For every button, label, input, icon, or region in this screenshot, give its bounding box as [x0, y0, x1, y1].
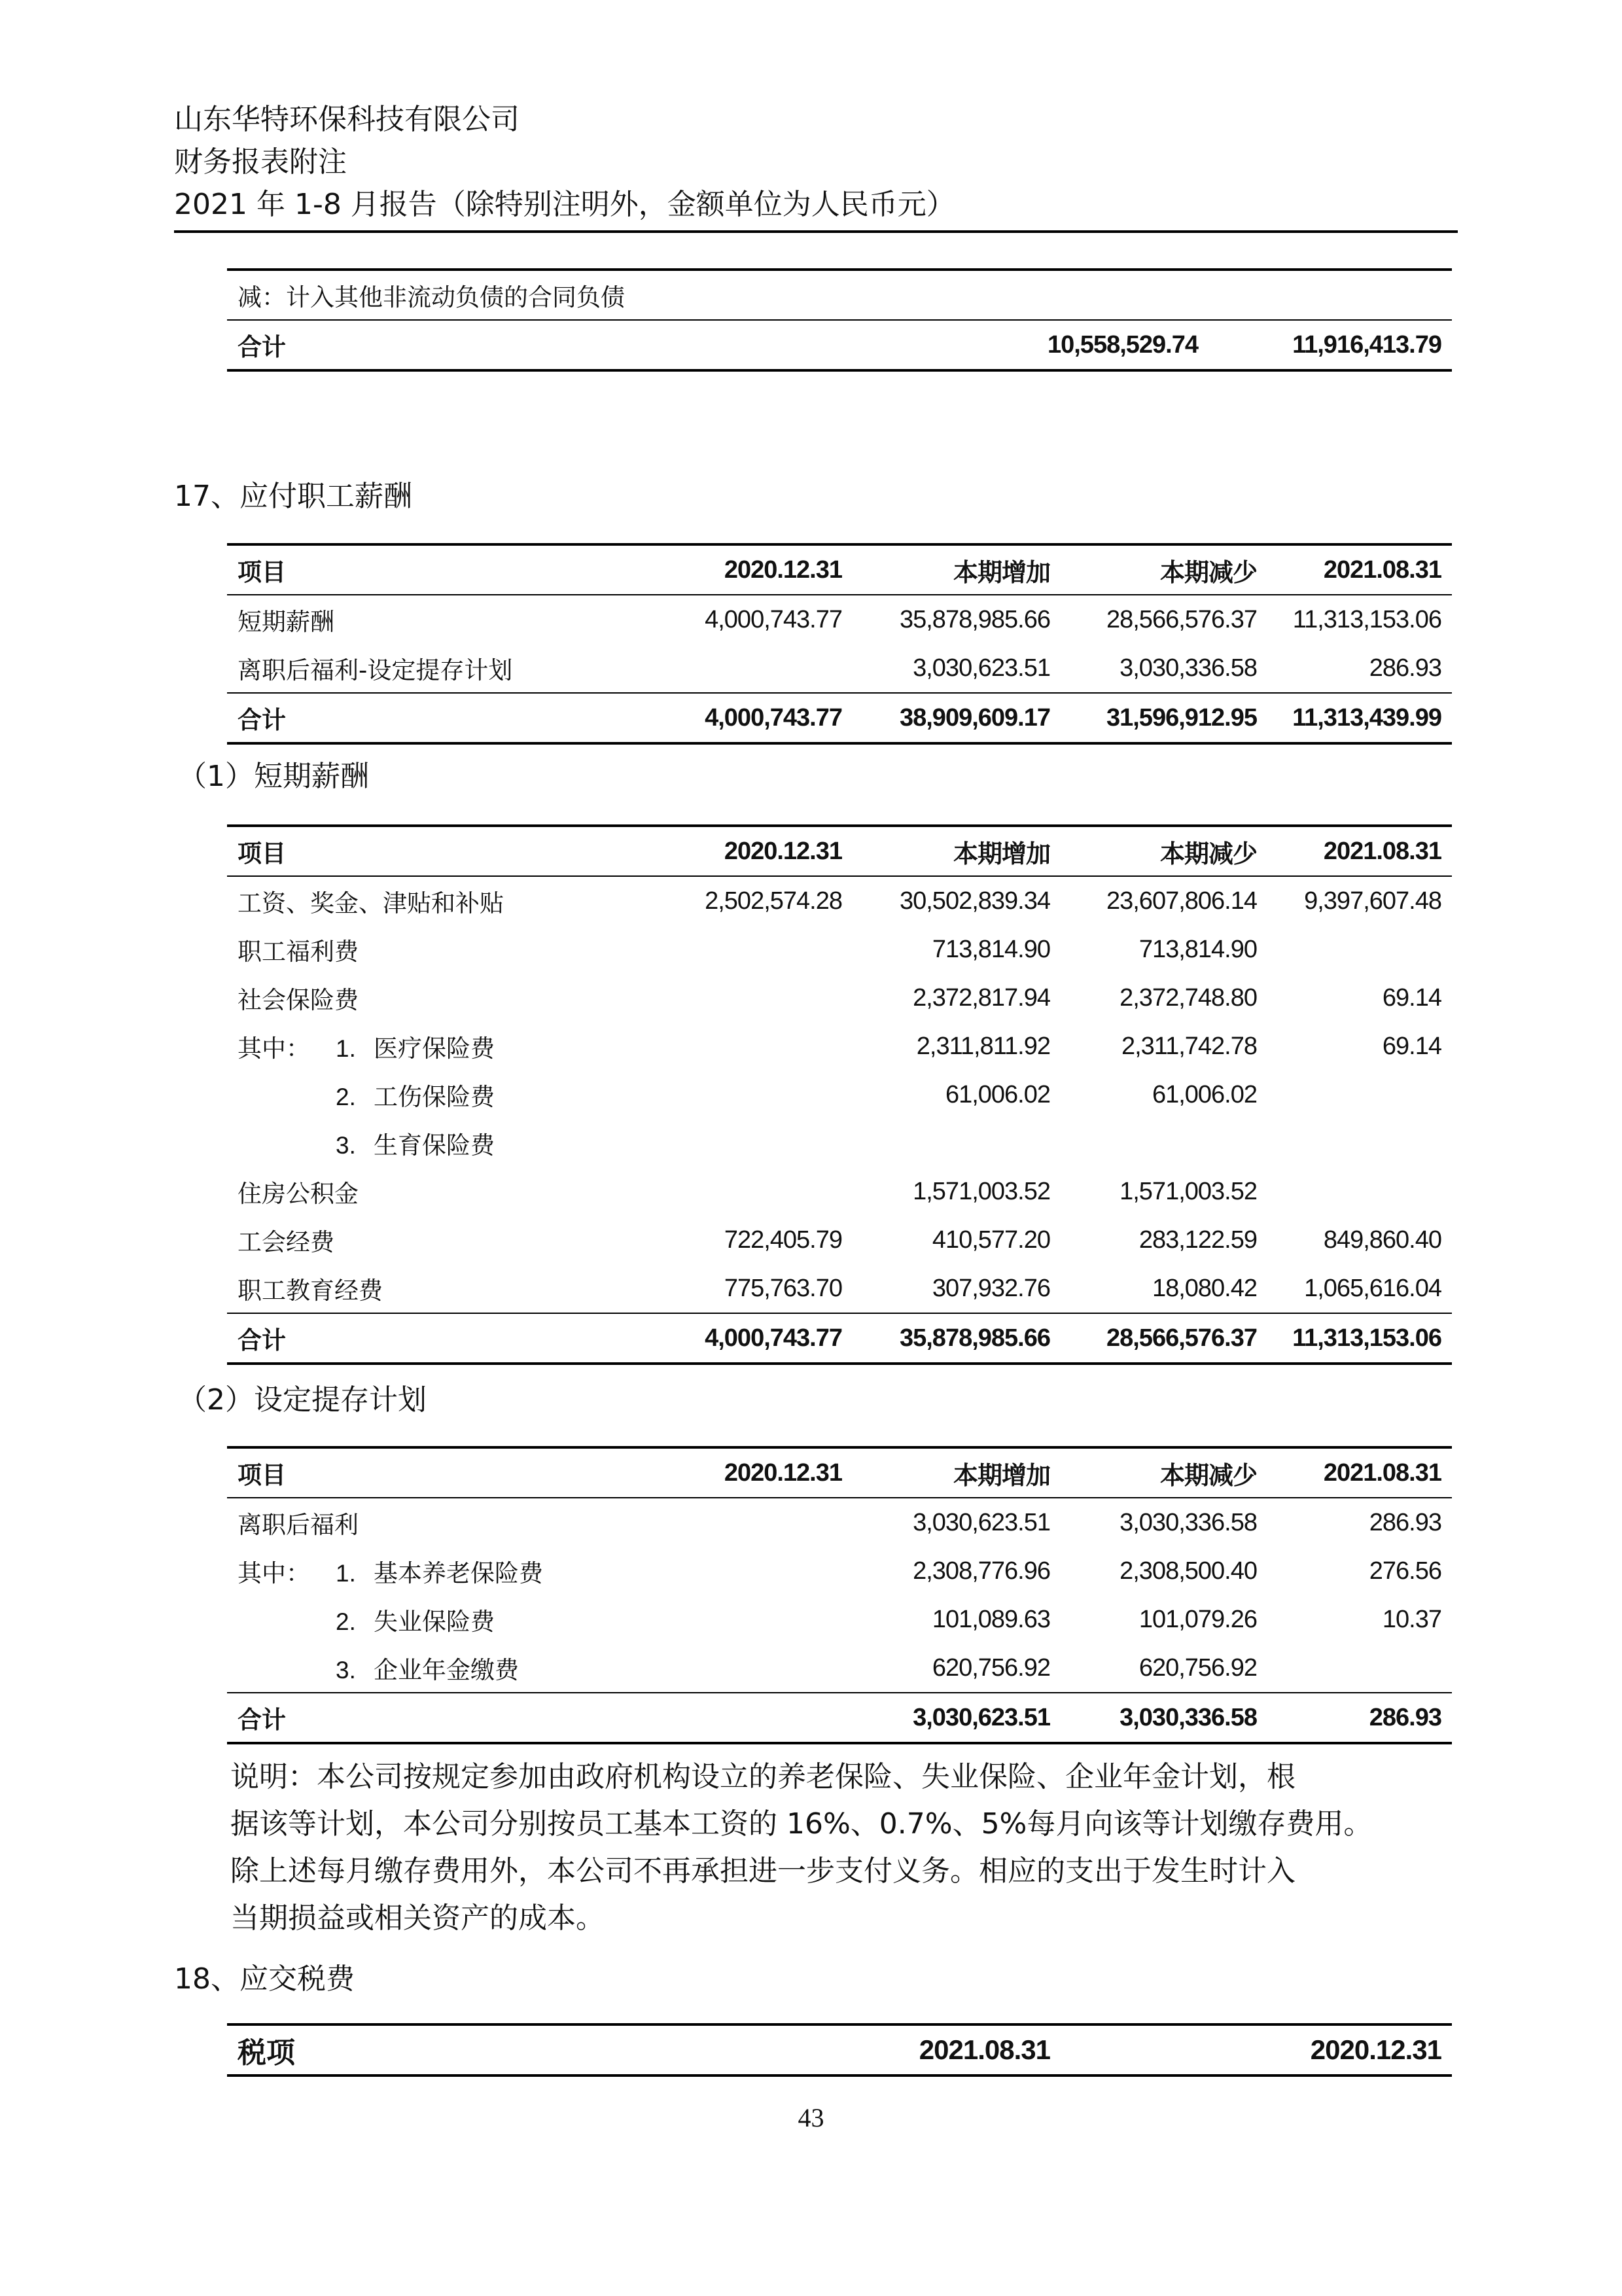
table-row — [227, 1216, 1452, 1264]
table-row — [227, 595, 1452, 644]
explanatory-note — [230, 1754, 1460, 1942]
cell-value: 101,089.63 — [932, 1605, 1050, 1633]
cell-value: 713,814.90 — [1138, 935, 1257, 963]
table-row — [227, 1167, 1452, 1216]
col-header: 本期增加 — [853, 826, 1061, 876]
cell-value: 620,756.92 — [1138, 1653, 1257, 1682]
table-row — [227, 1547, 1452, 1595]
row-label: 生育保险费 — [374, 1131, 495, 1159]
col-header: 2020.12.31 — [1061, 2024, 1452, 2075]
total-value: 3,030,623.51 — [853, 1693, 1061, 1743]
short-term-pay-rows — [227, 876, 1452, 1313]
table-row — [227, 1264, 1452, 1313]
table-row — [227, 876, 1452, 925]
table-row — [227, 1595, 1452, 1644]
cell-value — [652, 644, 853, 693]
page-number: 43 — [798, 2103, 824, 2132]
row-prefix: 其中： — [238, 1559, 310, 1587]
table-row — [227, 1644, 1452, 1693]
table-row — [227, 644, 1452, 693]
taxes-payable-table — [227, 2023, 1452, 2077]
row-label: 工会经费 — [238, 1228, 334, 1256]
row-label: 基本养老保险费 — [374, 1559, 543, 1587]
row-label: 离职后福利-设定提存计划 — [238, 656, 513, 684]
cell-value: 1,571,003.52 — [913, 1177, 1050, 1205]
col-header: 2021.08.31 — [1267, 1447, 1452, 1498]
cell-value — [652, 1022, 853, 1070]
row-label: 社会保险费 — [238, 986, 359, 1014]
cell-value: 2,372,748.80 — [1120, 983, 1257, 1012]
row-label: 医疗保险费 — [374, 1034, 495, 1063]
row-label-cell — [227, 974, 652, 1022]
col-header: 2020.12.31 — [652, 1447, 853, 1498]
col-header: 税项 — [227, 2024, 853, 2075]
table-header-row — [227, 1447, 1452, 1498]
cell-value: 3,030,336.58 — [1120, 1508, 1257, 1536]
total-row — [227, 693, 1452, 743]
cell-value: 69.14 — [1382, 983, 1441, 1012]
cell-value: 11,313,153.06 — [1292, 605, 1441, 633]
cell-value: 30,502,839.34 — [899, 887, 1050, 915]
cell-value: 2,311,811.92 — [916, 1032, 1050, 1060]
cell-value: 713,814.90 — [932, 935, 1050, 963]
section-18-title: 18、应交税费 — [174, 1962, 355, 1996]
table-row — [227, 270, 1452, 320]
col-header: 本期增加 — [853, 1447, 1061, 1498]
total-label: 合计 — [227, 1693, 652, 1743]
cell-value: 3,030,623.51 — [913, 1508, 1050, 1536]
cell-value — [1267, 925, 1452, 974]
col-header: 2021.08.31 — [1267, 826, 1452, 876]
total-value — [652, 1693, 853, 1743]
row-label-cell — [227, 925, 652, 974]
table-row — [227, 1498, 1452, 1547]
cell-value: 1,065,616.04 — [1304, 1274, 1441, 1302]
table-row — [227, 1022, 1452, 1070]
total-value: 11,313,153.06 — [1267, 1313, 1452, 1364]
row-prefix: 其中： — [238, 1034, 310, 1063]
cell-value — [1267, 1119, 1452, 1167]
table-row — [227, 925, 1452, 974]
subsection-1-title: （1）短期薪酬 — [178, 760, 369, 793]
row-label: 职工教育经费 — [238, 1277, 383, 1305]
cell-value — [652, 974, 853, 1022]
row-label: 企业年金缴费 — [374, 1656, 519, 1684]
cell-value — [652, 1119, 853, 1167]
col-header: 2020.12.31 — [652, 826, 853, 876]
cell-value — [652, 1070, 853, 1119]
row-label: 减：计入其他非流动负债的合同负债 — [227, 270, 921, 320]
col-header: 2021.08.31 — [1267, 544, 1452, 595]
col-header: 项目 — [227, 544, 652, 595]
col-header: 项目 — [227, 1447, 652, 1498]
table-row — [227, 1070, 1452, 1119]
cell-value: 286.93 — [1369, 654, 1441, 682]
cell-value: 775,763.70 — [724, 1274, 842, 1302]
row-label-cell — [227, 876, 652, 925]
cell-value: 410,577.20 — [932, 1226, 1050, 1254]
note-line: 除上述每月缴存费用外，本公司不再承担进一步支付义务。相应的支出于发生时计入 — [230, 1854, 1296, 1888]
cell-value — [1267, 1070, 1452, 1119]
cell-value: 2,308,776.96 — [913, 1557, 1050, 1585]
row-number: 1. — [336, 1560, 356, 1587]
row-label-cell — [227, 1498, 652, 1547]
report-period: 2021 年 1-8 月报告（除特别注明外，金额单位为人民币元） — [174, 188, 955, 221]
header-rule — [174, 230, 1458, 233]
total-value: 286.93 — [1267, 1693, 1452, 1743]
row-number: 3. — [336, 1132, 356, 1159]
cell-value: 620,756.92 — [932, 1653, 1050, 1682]
total-value: 11,916,413.79 — [1208, 320, 1452, 370]
total-row — [227, 320, 1452, 370]
col-header: 项目 — [227, 826, 652, 876]
row-number: 1. — [336, 1035, 356, 1062]
row-label-cell — [227, 1119, 652, 1167]
total-label: 合计 — [227, 320, 921, 370]
cell-value: 28,566,576.37 — [1106, 605, 1257, 633]
cell-value: 276.56 — [1369, 1557, 1441, 1585]
cell-value — [652, 1595, 853, 1644]
total-label: 合计 — [227, 693, 652, 743]
cell-value — [652, 1498, 853, 1547]
table-header-row — [227, 2024, 1452, 2075]
employee-payable-table — [227, 543, 1452, 745]
row-number: 2. — [336, 1608, 356, 1635]
row-number: 2. — [336, 1084, 356, 1110]
document-title: 财务报表附注 — [174, 145, 347, 179]
section-17-title: 17、应付职工薪酬 — [174, 480, 412, 513]
cell-value: 3,030,623.51 — [913, 654, 1050, 682]
cell-value: 61,006.02 — [945, 1080, 1050, 1108]
cell-value: 286.93 — [1369, 1508, 1441, 1536]
row-label: 失业保险费 — [374, 1608, 495, 1636]
cell-value — [652, 925, 853, 974]
table-row — [227, 974, 1452, 1022]
cell-value — [652, 1167, 853, 1216]
cell-value: 10.37 — [1382, 1605, 1441, 1633]
row-label-cell — [227, 1595, 652, 1644]
row-label: 工伤保险费 — [374, 1083, 495, 1111]
cell-value — [1267, 1167, 1452, 1216]
cell-value: 283,122.59 — [1138, 1226, 1257, 1254]
cell-value: 9,397,607.48 — [1304, 887, 1441, 915]
total-label: 合计 — [227, 1313, 652, 1364]
cell-value: 69.14 — [1382, 1032, 1441, 1060]
short-term-pay-table — [227, 824, 1452, 1365]
cell-value: 18,080.42 — [1152, 1274, 1257, 1302]
row-label-cell — [227, 1264, 652, 1313]
total-value: 4,000,743.77 — [652, 693, 853, 743]
cell-value — [921, 270, 1208, 320]
company-name: 山东华特环保科技有限公司 — [174, 103, 520, 136]
col-header: 本期减少 — [1061, 1447, 1267, 1498]
cell-value: 4,000,743.77 — [705, 605, 842, 633]
note-line: 当期损益或相关资产的成本。 — [230, 1901, 605, 1935]
total-value: 3,030,336.58 — [1061, 1693, 1267, 1743]
cell-value — [652, 1547, 853, 1595]
cell-value — [853, 1119, 1061, 1167]
row-label-cell — [227, 1547, 652, 1595]
row-number: 3. — [336, 1657, 356, 1684]
col-header: 本期增加 — [853, 544, 1061, 595]
row-label: 离职后福利 — [238, 1511, 359, 1539]
total-value: 35,878,985.66 — [853, 1313, 1061, 1364]
row-label-cell — [227, 1070, 652, 1119]
total-value: 28,566,576.37 — [1061, 1313, 1267, 1364]
cell-value: 1,571,003.52 — [1120, 1177, 1257, 1205]
cell-value: 2,308,500.40 — [1120, 1557, 1257, 1585]
defined-contribution-table — [227, 1446, 1452, 1744]
total-row — [227, 1693, 1452, 1743]
cell-value — [652, 1644, 853, 1693]
cell-value: 35,878,985.66 — [899, 605, 1050, 633]
row-label-cell — [227, 1644, 652, 1693]
col-header: 2021.08.31 — [853, 2024, 1061, 2075]
total-value: 4,000,743.77 — [652, 1313, 853, 1364]
row-label-cell — [227, 1167, 652, 1216]
total-value: 38,909,609.17 — [853, 693, 1061, 743]
cell-value — [1061, 1119, 1267, 1167]
row-label: 工资、奖金、津贴和补贴 — [238, 889, 504, 917]
col-header: 本期减少 — [1061, 544, 1267, 595]
row-label-cell — [227, 1216, 652, 1264]
cell-value: 2,311,742.78 — [1121, 1032, 1257, 1060]
defined-contribution-rows — [227, 1498, 1452, 1693]
table-row — [227, 1119, 1452, 1167]
cell-value: 101,079.26 — [1138, 1605, 1257, 1633]
cell-value: 722,405.79 — [724, 1226, 842, 1254]
contract-liabilities-table — [227, 268, 1452, 372]
table-header-row — [227, 544, 1452, 595]
row-label-cell — [227, 1022, 652, 1070]
cell-value — [1267, 1644, 1452, 1693]
col-header: 本期减少 — [1061, 826, 1267, 876]
subsection-2-title: （2）设定提存计划 — [178, 1383, 427, 1417]
row-label: 住房公积金 — [238, 1180, 359, 1208]
cell-value — [1208, 270, 1452, 320]
row-label: 职工福利费 — [238, 938, 359, 966]
total-row — [227, 1313, 1452, 1364]
note-line: 说明：本公司按规定参加由政府机构设立的养老保险、失业保险、企业年金计划，根 — [230, 1760, 1296, 1793]
cell-value: 23,607,806.14 — [1106, 887, 1257, 915]
cell-value: 61,006.02 — [1152, 1080, 1257, 1108]
col-header: 2020.12.31 — [652, 544, 853, 595]
total-value: 11,313,439.99 — [1267, 693, 1452, 743]
cell-value: 3,030,336.58 — [1120, 654, 1257, 682]
cell-value: 2,502,574.28 — [705, 887, 842, 915]
cell-value: 849,860.40 — [1323, 1226, 1441, 1254]
cell-value: 307,932.76 — [932, 1274, 1050, 1302]
cell-value: 2,372,817.94 — [913, 983, 1050, 1012]
total-value: 10,558,529.74 — [921, 320, 1208, 370]
total-value: 31,596,912.95 — [1061, 693, 1267, 743]
note-line: 据该等计划，本公司分别按员工基本工资的 16%、0.7%、5%每月向该等计划缴存费用。 — [230, 1807, 1373, 1841]
table-header-row — [227, 826, 1452, 876]
row-label: 短期薪酬 — [238, 608, 334, 636]
